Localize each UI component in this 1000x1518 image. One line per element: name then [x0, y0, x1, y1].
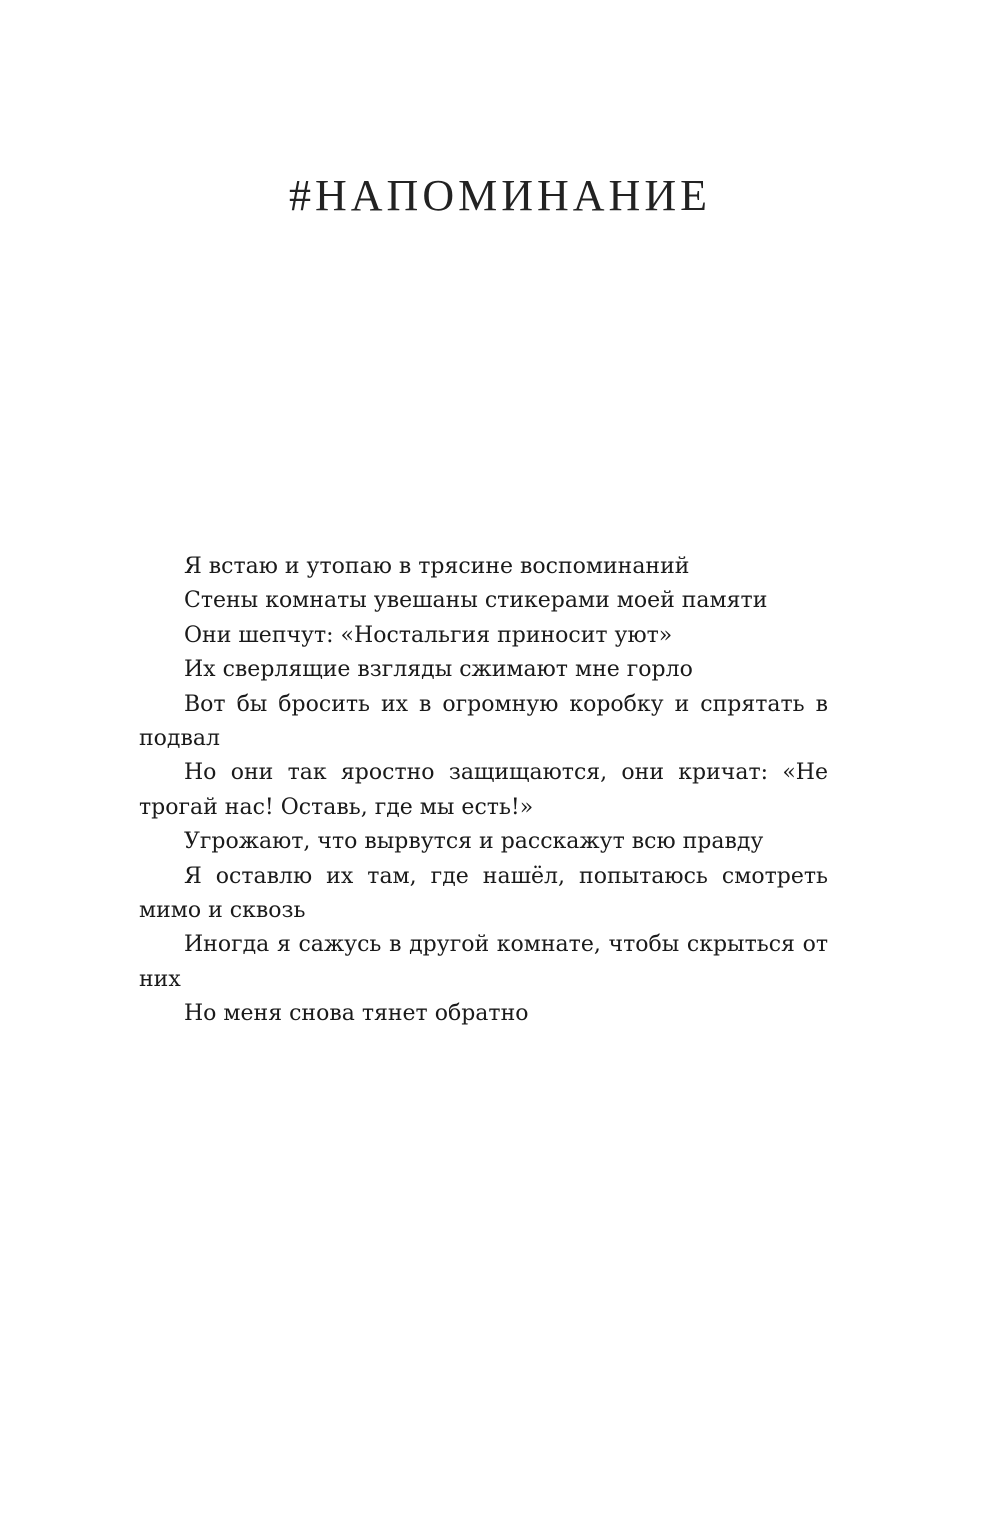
poem-line: Но они так яростно защищаются, они кричат: «Не трогай нас! Оставь, где мы есть!»	[139, 760, 828, 820]
poem-line: Иногда я сажусь в другой комнате, чтобы скрыться от них	[139, 932, 828, 992]
poem-line: Они шепчут: «Ностальгия приносит уют»	[184, 622, 673, 648]
poem-line: Но меня снова тянет обратно	[184, 1001, 529, 1027]
poem-line: Их сверлящие взгляды сжимают мне горло	[184, 657, 693, 683]
poem-line: Вот бы бросить их в огромную коробку и спрятать в подвал	[139, 691, 828, 752]
poem-line: Я встаю и утопаю в трясине воспоминаний	[184, 554, 690, 579]
poem-body	[139, 550, 828, 1032]
poem-line: Я оставлю их там, где нашёл, попытаюсь смотреть мимо и сквозь	[139, 863, 828, 924]
poem-line: Стены комнаты увешаны стикерами моей памяти	[184, 588, 768, 614]
page-title: #НАПОМИНАНИЕ	[289, 171, 711, 220]
poem-line: Угрожают, что вырвутся и расскажут всю правду	[184, 829, 764, 855]
